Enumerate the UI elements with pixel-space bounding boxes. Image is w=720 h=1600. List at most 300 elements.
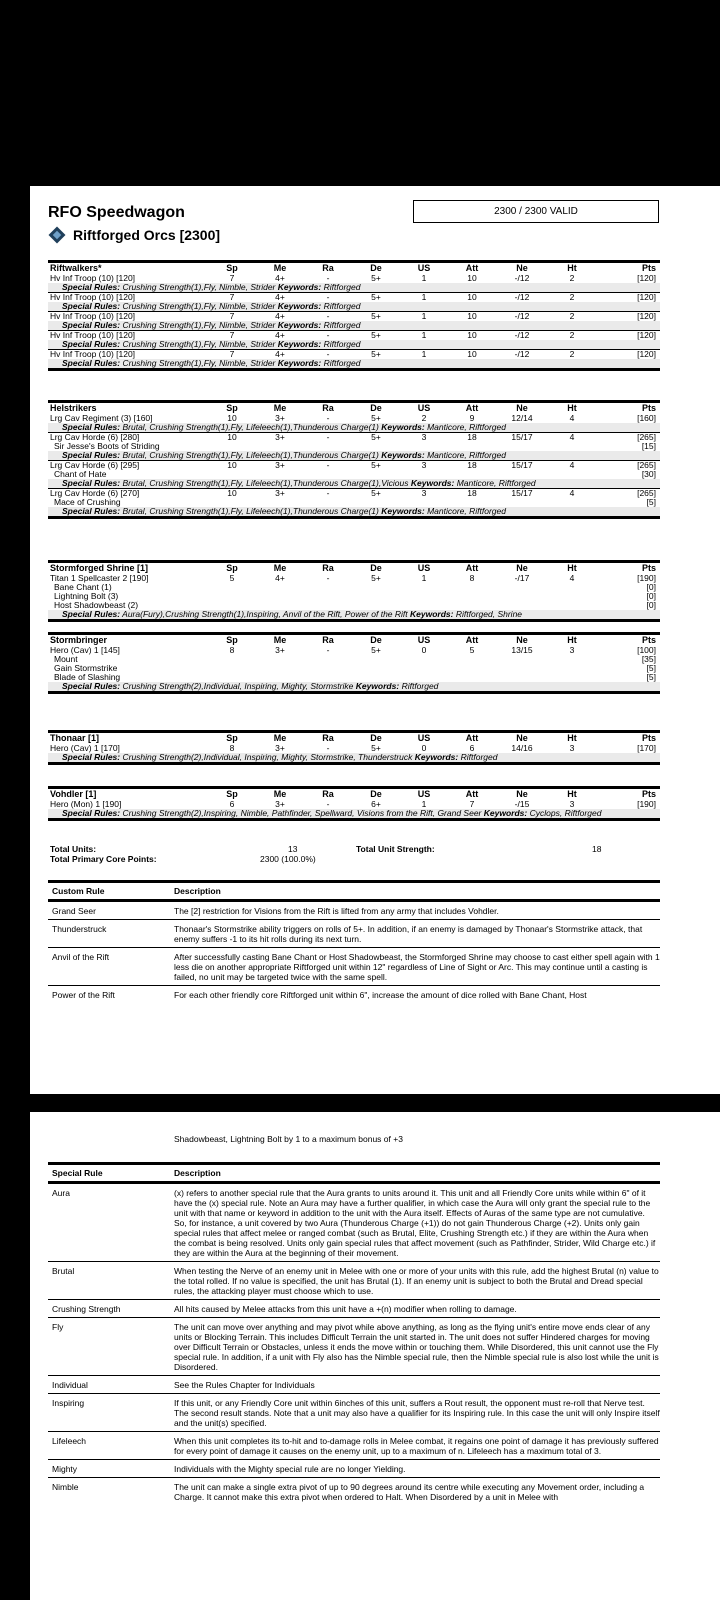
stat-header-pts: Pts xyxy=(641,263,656,273)
unit-header-row xyxy=(48,263,660,274)
stat-value-pts: [265] xyxy=(637,460,656,470)
validity-status: 2300 / 2300 VALID xyxy=(494,206,578,217)
special-rules-header xyxy=(48,1162,660,1184)
special-rules-label: Special Rules: xyxy=(62,283,121,292)
stat-header-ne: Ne xyxy=(516,403,528,413)
stat-value-ne: -/12 xyxy=(514,292,530,302)
stat-header-ht: Ht xyxy=(567,789,577,799)
stat-value-att: 5 xyxy=(469,645,475,655)
unit-profile: Hero (Cav) 1 [170] xyxy=(50,744,120,753)
unit-profile: Titan 1 Spellcaster 2 [190] xyxy=(50,574,149,583)
stat-value-sp: 10 xyxy=(227,413,237,423)
stat-value-ne: -/15 xyxy=(514,799,530,809)
special-rule-name: Fly xyxy=(52,1322,64,1332)
stat-value-ne: -/12 xyxy=(514,330,530,340)
stat-value-me: 4+ xyxy=(275,273,285,283)
stat-header-ht: Ht xyxy=(567,733,577,743)
stat-value-ra: - xyxy=(326,645,330,655)
upgrade-points: [5] xyxy=(646,672,656,682)
stat-value-pts: [190] xyxy=(637,799,656,809)
special-rules-text: Brutal, Crushing Strength(1),Fly, Lifeleech(1),Thunderous Charge(1),Vicious xyxy=(122,479,409,488)
stat-value-ht: 3 xyxy=(569,645,575,655)
stat-header-att: Att xyxy=(465,263,479,273)
stat-value-ra: - xyxy=(326,311,330,321)
special-rule-name: Lifeleech xyxy=(52,1436,87,1446)
special-rules-line xyxy=(48,610,660,619)
custom-rule-row xyxy=(48,902,660,920)
stat-value-att: 18 xyxy=(467,432,477,442)
stat-value-ra: - xyxy=(326,432,330,442)
special-rule-row xyxy=(48,1376,660,1394)
special-rules-label: Special Rules: xyxy=(62,321,121,330)
stat-value-sp: 7 xyxy=(229,292,235,302)
stat-header-ht: Ht xyxy=(567,635,577,645)
stat-header-me: Me xyxy=(273,563,287,573)
special-rules-line xyxy=(48,809,660,818)
custom-rule-col-header: Custom Rule xyxy=(52,886,105,896)
special-rules-text: Crushing Strength(1),Fly, Nimble, Strider xyxy=(122,321,276,330)
custom-rules-header xyxy=(48,880,660,902)
stat-header-ht: Ht xyxy=(567,263,577,273)
special-rules-label: Special Rules: xyxy=(62,479,121,488)
stat-value-ra: - xyxy=(326,799,330,809)
stat-header-ne: Ne xyxy=(516,733,528,743)
stat-header-sp: Sp xyxy=(226,733,238,743)
stat-value-ht: 4 xyxy=(569,432,575,442)
stat-header-pts: Pts xyxy=(641,733,656,743)
keywords-text: Riftforged xyxy=(323,302,361,311)
stat-value-sp: 10 xyxy=(227,432,237,442)
upgrade-name: Chant of Hate xyxy=(54,470,107,479)
upgrade-points: [15] xyxy=(641,441,656,451)
special-rules-line xyxy=(48,359,660,368)
stat-value-pts: [120] xyxy=(637,349,656,359)
keywords-label: Keywords: xyxy=(410,610,454,619)
special-rules-line xyxy=(48,753,660,762)
special-rules-table xyxy=(48,1162,660,1505)
stat-value-sp: 8 xyxy=(229,743,235,753)
stat-value-ne: -/12 xyxy=(514,349,530,359)
stat-header-sp: Sp xyxy=(226,635,238,645)
stat-header-ra: Ra xyxy=(322,563,334,573)
unit-name: Stormbringer xyxy=(50,635,108,645)
special-rule-row xyxy=(48,1300,660,1318)
special-rule-description: The unit can make a single extra pivot of up to 90 degrees around its centre while executing any Movement order, including a Charge. It cannot make this extra pivot when ordered to Halt. When Disordered by a unit in Melee with xyxy=(174,1482,645,1502)
special-rules-line xyxy=(48,283,660,292)
keywords-text: Riftforged xyxy=(401,682,439,691)
stat-value-ne: 13/15 xyxy=(511,645,533,655)
stat-value-de: 5+ xyxy=(371,432,381,442)
special-rules-label: Special Rules: xyxy=(62,451,121,460)
special-rule-name: Individual xyxy=(52,1380,88,1390)
special-rules-text: Brutal, Crushing Strength(1),Fly, Lifeleech(1),Thunderous Charge(1) xyxy=(122,451,379,460)
stat-header-sp: Sp xyxy=(226,789,238,799)
unit-header-row xyxy=(48,403,660,414)
stat-header-de: De xyxy=(370,563,382,573)
stat-value-ne: -/17 xyxy=(514,573,530,583)
special-rules-label: Special Rules: xyxy=(62,753,121,762)
stat-value-us: 1 xyxy=(421,573,427,583)
unit-stat-row xyxy=(48,414,660,423)
stat-value-sp: 5 xyxy=(229,573,235,583)
stat-header-me: Me xyxy=(273,263,287,273)
upgrade-row xyxy=(48,442,660,451)
stat-value-att: 8 xyxy=(469,573,475,583)
stat-value-de: 5+ xyxy=(371,645,381,655)
stat-value-att: 7 xyxy=(469,799,475,809)
stat-value-att: 10 xyxy=(467,349,477,359)
stat-header-ra: Ra xyxy=(322,263,334,273)
upgrade-name: Mount xyxy=(54,655,78,664)
stat-header-us: US xyxy=(417,635,431,645)
stat-value-sp: 10 xyxy=(227,488,237,498)
stat-value-sp: 7 xyxy=(229,330,235,340)
unit-stat-row xyxy=(48,488,660,498)
stat-value-pts: [170] xyxy=(637,743,656,753)
description-col-header-2: Description xyxy=(174,1168,221,1178)
upgrade-points: [5] xyxy=(646,663,656,673)
upgrade-points: [0] xyxy=(646,582,656,592)
stat-value-ra: - xyxy=(326,488,330,498)
unit-name: Stormforged Shrine [1] xyxy=(50,563,149,573)
stat-value-de: 5+ xyxy=(371,349,381,359)
keywords-text: Riftforged xyxy=(323,340,361,349)
special-rules-line xyxy=(48,451,660,460)
unit-stat-row xyxy=(48,574,660,583)
special-rules-text: Brutal, Crushing Strength(1),Fly, Lifeleech(1),Thunderous Charge(1) xyxy=(122,423,379,432)
keywords-label: Keywords: xyxy=(483,809,528,818)
stat-header-sp: Sp xyxy=(226,563,238,573)
validity-status-box xyxy=(413,200,659,223)
special-rules-line xyxy=(48,340,660,349)
special-rules-text: Crushing Strength(1),Fly, Nimble, Strider xyxy=(122,302,276,311)
custom-rule-name: Thunderstruck xyxy=(52,924,107,934)
special-rule-name: Inspiring xyxy=(52,1398,85,1408)
stat-value-us: 3 xyxy=(421,488,427,498)
special-rule-name: Mighty xyxy=(52,1464,78,1474)
stat-header-de: De xyxy=(370,403,382,413)
stat-value-us: 3 xyxy=(421,432,427,442)
special-rule-row xyxy=(48,1184,660,1262)
stat-value-us: 1 xyxy=(421,292,427,302)
unit-block xyxy=(48,260,660,371)
stat-value-de: 5+ xyxy=(371,743,381,753)
special-rules-label: Special Rules: xyxy=(62,340,121,349)
stat-value-att: 10 xyxy=(467,292,477,302)
stat-value-sp: 7 xyxy=(229,349,235,359)
totals-block xyxy=(50,844,660,864)
stat-value-us: 1 xyxy=(421,799,427,809)
army-name: Riftforged Orcs [2300] xyxy=(73,227,221,243)
special-rule-description: If this unit, or any Friendly Core unit within 6inches of this unit, suffers a Rout result, the opponent must re-roll that Nerve test. The second result stands. Note that a unit may also have a qualifier for its Inspiring rule. In this case the unit will only Inspire itself and the unit(s) specified. xyxy=(174,1398,660,1428)
stat-header-pts: Pts xyxy=(641,635,656,645)
stat-value-ra: - xyxy=(326,330,330,340)
keywords-label: Keywords: xyxy=(381,507,425,516)
stat-value-de: 5+ xyxy=(371,292,381,302)
custom-rule-description: After successfully casting Bane Chant or Host Shadowbeast, the Stormforged Shrine may choose to cast either spell again with 1 less die on another appropriate Riftforged unit within 12" regardless of Line of Sight or Arc. This may continue until a casting is failed, no unit may be targeted twice with the same spell. xyxy=(174,952,660,982)
keywords-text: Riftforged xyxy=(323,283,361,292)
stat-value-us: 0 xyxy=(421,645,427,655)
stat-value-ra: - xyxy=(326,743,330,753)
stat-value-de: 5+ xyxy=(371,488,381,498)
stat-value-ra: - xyxy=(326,349,330,359)
keywords-label: Keywords: xyxy=(277,283,322,292)
stat-header-us: US xyxy=(417,403,431,413)
stat-value-pts: [100] xyxy=(637,645,656,655)
stat-header-ne: Ne xyxy=(516,635,528,645)
stat-value-me: 4+ xyxy=(275,349,285,359)
stat-value-pts: [265] xyxy=(637,432,656,442)
special-rules-label: Special Rules: xyxy=(62,423,121,432)
stat-value-us: 0 xyxy=(421,743,427,753)
unit-block xyxy=(48,400,660,519)
special-rules-line xyxy=(48,479,660,488)
keywords-label: Keywords: xyxy=(277,302,322,311)
unit-profile: Hv Inf Troop (10) [120] xyxy=(50,350,136,359)
stat-value-ra: - xyxy=(326,413,330,423)
unit-header-row xyxy=(48,789,660,800)
stat-header-me: Me xyxy=(273,635,287,645)
custom-rule-row xyxy=(48,948,660,986)
special-rule-row xyxy=(48,1262,660,1300)
stat-value-ht: 2 xyxy=(569,311,575,321)
core-points-label: Total Primary Core Points: xyxy=(50,854,157,864)
unit-header-row xyxy=(48,563,660,574)
stat-header-ne: Ne xyxy=(516,563,528,573)
special-rule-row xyxy=(48,1394,660,1432)
stat-value-us: 1 xyxy=(421,311,427,321)
description-col-header: Description xyxy=(174,886,221,896)
stat-header-pts: Pts xyxy=(641,789,656,799)
stat-value-sp: 10 xyxy=(227,460,237,470)
stat-value-me: 3+ xyxy=(275,645,285,655)
special-rules-text: Brutal, Crushing Strength(1),Fly, Lifeleech(1),Thunderous Charge(1) xyxy=(122,507,379,516)
unit-stat-row xyxy=(48,646,660,655)
unit-profile: Lrg Cav Regiment (3) [160] xyxy=(50,414,153,423)
upgrade-points: [0] xyxy=(646,600,656,610)
stat-value-pts: [160] xyxy=(637,413,656,423)
unit-stat-row xyxy=(48,349,660,359)
keywords-label: Keywords: xyxy=(381,451,425,460)
special-rule-description: See the Rules Chapter for Individuals xyxy=(174,1380,315,1390)
unit-stat-row xyxy=(48,460,660,470)
stat-value-de: 5+ xyxy=(371,413,381,423)
stat-value-ht: 2 xyxy=(569,349,575,359)
stat-header-att: Att xyxy=(465,635,479,645)
upgrade-row xyxy=(48,664,660,673)
stat-value-pts: [120] xyxy=(637,330,656,340)
custom-rule-description: The [2] restriction for Visions from the Rift is lifted from any army that includes Vohdler. xyxy=(174,906,499,916)
stat-header-de: De xyxy=(370,635,382,645)
stat-header-me: Me xyxy=(273,403,287,413)
stat-value-de: 5+ xyxy=(371,330,381,340)
keywords-label: Keywords: xyxy=(414,753,459,762)
unit-profile: Lrg Cav Horde (6) [280] xyxy=(50,433,140,442)
upgrade-name: Bane Chant (1) xyxy=(54,583,112,592)
stat-value-ne: 15/17 xyxy=(511,432,533,442)
stat-value-sp: 7 xyxy=(229,311,235,321)
special-rules-text: Crushing Strength(2),Inspiring, Nimble, Pathfinder, Spellward, Visions from the Rift, Grand Seer xyxy=(122,809,482,818)
unit-profile: Hv Inf Troop (10) [120] xyxy=(50,293,136,302)
stat-value-ra: - xyxy=(326,573,330,583)
unit-stat-row xyxy=(48,432,660,442)
stat-value-me: 3+ xyxy=(275,413,285,423)
army-diamond-icon xyxy=(49,227,66,244)
stat-header-ht: Ht xyxy=(567,563,577,573)
custom-rule-name: Anvil of the Rift xyxy=(52,952,110,962)
stat-header-ra: Ra xyxy=(322,635,334,645)
custom-rules-body xyxy=(48,902,660,1003)
upgrade-points: [5] xyxy=(646,497,656,507)
keywords-text: Cyclops, Riftforged xyxy=(529,809,602,818)
stat-value-us: 1 xyxy=(421,330,427,340)
special-rule-row xyxy=(48,1460,660,1478)
special-rules-label: Special Rules: xyxy=(62,809,121,818)
upgrade-points: [0] xyxy=(646,591,656,601)
stat-value-sp: 8 xyxy=(229,645,235,655)
stat-header-me: Me xyxy=(273,789,287,799)
upgrade-row xyxy=(48,655,660,664)
custom-rule-description: Thonaar's Stormstrike ability triggers on rolls of 5+. In addition, if an enemy is damaged by Thonaar's Stormstrike attack, that enemy suffers -1 to its hit rolls during its next turn. xyxy=(174,924,643,944)
stat-value-att: 10 xyxy=(467,330,477,340)
upgrade-row xyxy=(48,592,660,601)
stat-header-de: De xyxy=(370,263,382,273)
unit-header-row xyxy=(48,733,660,744)
stat-header-us: US xyxy=(417,733,431,743)
special-rule-row xyxy=(48,1478,660,1505)
unit-profile: Lrg Cav Horde (6) [270] xyxy=(50,489,140,498)
unit-header-row xyxy=(48,635,660,646)
special-rule-description: The unit can move over anything and may pivot while above anything, as long as the flying unit's entire move ends clear of any units or Blocking Terrain. This includes Difficult Terrain the unit started in. The unit does not suffer Hindered charges for moving over Difficult Terrain or Obstacles, unless it ends the move within or touching them. While Disordered, this unit cannot use the Fly special rule. In addition, if a unit with Fly also has the Nimble special rule, then the Nimble special rule is also lost while the unit is Disordered. xyxy=(174,1322,659,1372)
stat-value-att: 6 xyxy=(469,743,475,753)
stat-header-att: Att xyxy=(465,563,479,573)
stat-value-pts: [190] xyxy=(637,573,656,583)
stat-header-de: De xyxy=(370,733,382,743)
unit-block xyxy=(48,632,660,694)
stat-value-ht: 4 xyxy=(569,488,575,498)
stat-header-att: Att xyxy=(465,403,479,413)
stat-value-de: 6+ xyxy=(371,799,381,809)
special-rule-col-header: Special Rule xyxy=(52,1168,103,1178)
stat-header-sp: Sp xyxy=(226,403,238,413)
special-rule-description: When testing the Nerve of an enemy unit in Melee with one or more of your units with this rule, add the highest Brutal (n) value to the total rolled. If no value is specified, the unit has Brutal (1). If an enemy unit is subject to both the Brutal and Dread special rules, the attacking player must choose which to use. xyxy=(174,1266,659,1296)
upgrade-name: Host Shadowbeast (2) xyxy=(54,601,139,610)
special-rules-line xyxy=(48,682,660,691)
special-rule-name: Brutal xyxy=(52,1266,75,1276)
continued-description: Shadowbeast, Lightning Bolt by 1 to a maximum bonus of +3 xyxy=(174,1134,403,1144)
upgrade-name: Gain Stormstrike xyxy=(54,664,118,673)
special-rules-label: Special Rules: xyxy=(62,610,121,619)
unit-profile: Lrg Cav Horde (6) [295] xyxy=(50,461,140,470)
special-rules-text: Crushing Strength(1),Fly, Nimble, Strider xyxy=(122,340,276,349)
special-rule-name: Crushing Strength xyxy=(52,1304,121,1314)
custom-rule-row xyxy=(48,986,660,1003)
special-rules-line xyxy=(48,507,660,516)
stat-value-ne: -/12 xyxy=(514,273,530,283)
upgrade-points: [30] xyxy=(641,469,656,479)
keywords-label: Keywords: xyxy=(355,682,400,691)
stat-header-ra: Ra xyxy=(322,403,334,413)
total-units-value: 13 xyxy=(288,844,298,854)
stat-header-sp: Sp xyxy=(226,263,238,273)
roster-page-1 xyxy=(30,186,720,1094)
stat-value-ht: 2 xyxy=(569,292,575,302)
stat-value-us: 1 xyxy=(421,273,427,283)
unit-stat-row xyxy=(48,330,660,340)
stat-header-ra: Ra xyxy=(322,789,334,799)
stat-value-me: 3+ xyxy=(275,799,285,809)
unit-name: Thonaar [1] xyxy=(50,733,100,743)
upgrade-name: Lightning Bolt (3) xyxy=(54,592,119,601)
unit-name: Helstrikers xyxy=(50,403,97,413)
stat-header-ne: Ne xyxy=(516,263,528,273)
stat-value-me: 3+ xyxy=(275,743,285,753)
army-line xyxy=(48,227,220,243)
unit-block xyxy=(48,786,660,821)
stat-header-att: Att xyxy=(465,733,479,743)
roster-page-2 xyxy=(30,1112,720,1600)
special-rules-line xyxy=(48,423,660,432)
unit-profile: Hero (Mon) 1 [190] xyxy=(50,800,122,809)
unit-name: Riftwalkers* xyxy=(50,263,102,273)
special-rule-row xyxy=(48,1318,660,1376)
custom-rule-description: For each other friendly core Riftforged unit within 6", increase the amount of dice rolled with Bane Chant, Host xyxy=(174,990,587,1000)
keywords-text: Riftforged xyxy=(460,753,498,762)
stat-value-de: 5+ xyxy=(371,273,381,283)
stat-value-pts: [265] xyxy=(637,488,656,498)
stat-value-att: 18 xyxy=(467,488,477,498)
keywords-text: Riftforged, Shrine xyxy=(455,610,523,619)
stat-header-ne: Ne xyxy=(516,789,528,799)
stat-value-ht: 3 xyxy=(569,743,575,753)
total-strength-label: Total Unit Strength: xyxy=(356,844,435,854)
stat-value-sp: 7 xyxy=(229,273,235,283)
keywords-text: Riftforged xyxy=(323,359,361,368)
unit-block xyxy=(48,730,660,765)
stat-value-att: 10 xyxy=(467,311,477,321)
unit-block xyxy=(48,560,660,622)
stat-value-pts: [120] xyxy=(637,292,656,302)
stat-value-ne: -/12 xyxy=(514,311,530,321)
list-name: RFO Speedwagon xyxy=(48,204,185,221)
special-rules-label: Special Rules: xyxy=(62,507,121,516)
custom-rules-table xyxy=(48,880,660,1003)
stat-value-me: 3+ xyxy=(275,488,285,498)
stat-value-ht: 4 xyxy=(569,460,575,470)
upgrade-row xyxy=(48,470,660,479)
special-rules-text: Crushing Strength(1),Fly, Nimble, Strider xyxy=(122,283,276,292)
stat-header-att: Att xyxy=(465,789,479,799)
stat-value-ra: - xyxy=(326,460,330,470)
stat-header-de: De xyxy=(370,789,382,799)
special-rule-name: Nimble xyxy=(52,1482,79,1492)
stat-value-ht: 4 xyxy=(569,413,575,423)
keywords-text: Manticore, Riftforged xyxy=(427,423,506,432)
keywords-label: Keywords: xyxy=(381,423,425,432)
stat-value-me: 3+ xyxy=(275,460,285,470)
special-rule-description: All hits caused by Melee attacks from this unit have a +(n) modifier when rolling to damage. xyxy=(174,1304,517,1314)
special-rule-name: Aura xyxy=(52,1188,70,1198)
keywords-text: Manticore, Riftforged xyxy=(427,507,506,516)
unit-stat-row xyxy=(48,274,660,283)
total-strength-value: 18 xyxy=(592,844,602,854)
stat-value-ht: 2 xyxy=(569,330,575,340)
upgrade-points: [35] xyxy=(641,654,656,664)
stat-value-ht: 2 xyxy=(569,273,575,283)
special-rules-text: Crushing Strength(2),Individual, Inspiring, Mighty, Stormstrike, Thunderstruck xyxy=(122,753,413,762)
stat-value-att: 9 xyxy=(469,413,475,423)
special-rules-label: Special Rules: xyxy=(62,302,121,311)
